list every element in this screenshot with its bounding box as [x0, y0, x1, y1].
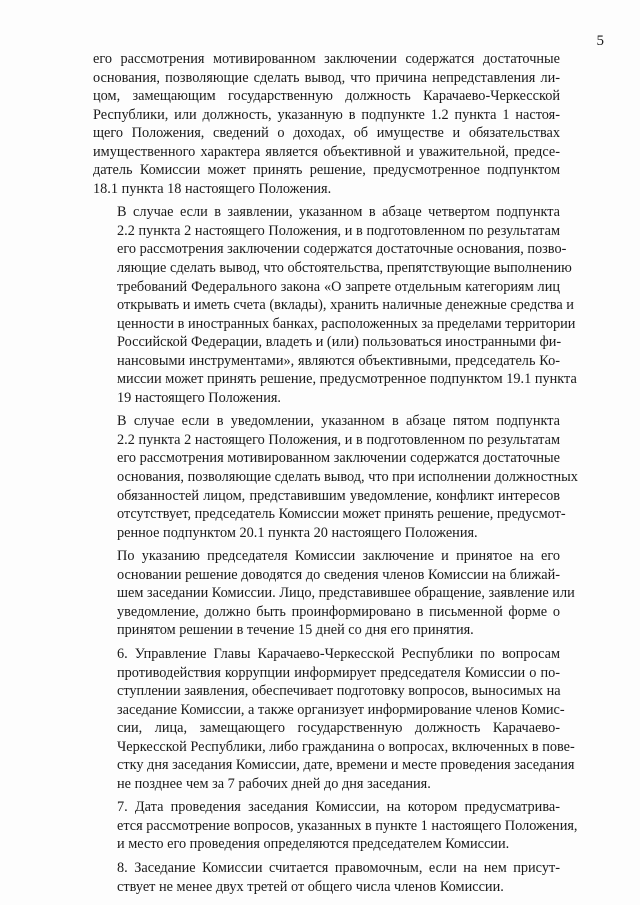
text-line: По указанию председателя Комиссии заключение и принятое на его: [117, 548, 560, 565]
text-line: не позднее чем за 7 рабочих дней до дня заседания.: [117, 775, 431, 792]
text-line: основания, позволяющие сделать вывод, что причина непредставления ли-: [93, 69, 560, 86]
text-line: щего Положения, сведений о доходах, об имуществе и обязательствах: [93, 125, 560, 142]
text-line: требований Федерального закона «О запрете отдельным категориям лиц: [117, 278, 560, 295]
text-line: обязанностей лицом, представившим уведомление, конфликт интересов: [117, 487, 560, 504]
text-line: ляющие сделать вывод, что обстоятельства, препятствующие выполнению: [117, 260, 572, 277]
text-line: его рассмотрения мотивированном заключении содержатся достаточные: [93, 51, 560, 67]
text-line: его рассмотрения заключении содержатся достаточные основания, позво-: [117, 241, 567, 258]
text-line: 7. Дата проведения заседания Комиссии, на котором предусматрива-: [117, 799, 560, 816]
text-line: цом, замещающим государственную должность Карачаево-Черкесской: [93, 88, 560, 105]
text-line: ценности в иностранных банках, расположенных за пределами территории: [117, 315, 576, 332]
text-line: отсутствует, председатель Комиссии может принять решение, предусмот-: [117, 506, 566, 523]
text-line: 2.2 пункта 2 настоящего Положения, и в подготовленном по результатам: [117, 431, 560, 448]
text-line: 19 настоящего Положения.: [117, 389, 282, 406]
text-line: основании решение доводятся до сведения членов Комиссии на ближай-: [117, 566, 560, 583]
paragraph: [93, 412, 578, 542]
text-line: ствует не менее двух третей от общего числа членов Комиссии.: [117, 878, 504, 895]
paragraph: [93, 645, 575, 793]
text-line: ступлении заявления, обеспечивает подготовку вопросов, выносимых на: [117, 683, 561, 700]
text-line: уведомление, должно быть проинформировано в письменной форме о: [117, 603, 560, 620]
paragraph: [93, 798, 578, 854]
text-line: противодействия коррупции информирует председателя Комиссии о по-: [117, 664, 560, 681]
text-line: имущественного характера является объективной и уважительной, предсе-: [93, 143, 560, 160]
paragraph: [93, 547, 575, 640]
text-line: В случае если в заявлении, указанном в абзаце четвертом подпункта: [117, 204, 560, 221]
text-line: его рассмотрения мотивированном заключении содержатся достаточные: [117, 450, 560, 467]
paragraph: [93, 859, 560, 896]
text-line: 18.1 пункта 18 настоящего Положения.: [93, 180, 332, 197]
document-body: [93, 50, 578, 901]
text-line: основания, позволяющие сделать вывод, что при исполнении должностных: [117, 469, 578, 486]
text-line: В случае если в уведомлении, указанном в абзаце пятом подпункта: [117, 413, 560, 430]
text-line: 6. Управление Главы Карачаево-Черкесской Республики по вопросам: [117, 645, 560, 662]
text-line: Республики, или должность, указанную в подпункте 1.2 пункта 1 настоя-: [93, 106, 560, 123]
text-line: 8. Заседание Комиссии считается правомочным, если на нем присут-: [117, 859, 560, 876]
text-line: и место его проведения определяются председателем Комиссии.: [117, 836, 510, 853]
text-line: шем заседании Комиссии. Лицо, представившее обращение, заявление или: [117, 585, 575, 602]
paragraph: [93, 50, 560, 198]
text-line: заседание Комиссии, а также организует информирование членов Комис-: [117, 701, 565, 718]
text-line: миссии может принять решение, предусмотренное подпунктом 19.1 пункта: [117, 371, 577, 388]
text-line: датель Комиссии может принять решение, предусмотренное подпунктом: [93, 162, 560, 179]
page-number: 5: [596, 33, 604, 49]
text-line: ренное подпунктом 20.1 пункта 20 настоящего Положения.: [117, 524, 478, 541]
text-line: нансовыми инструментами», являются объективными, председатель Ко-: [117, 352, 560, 369]
text-line: 2.2 пункта 2 настоящего Положения, и в подготовленном по результатам: [117, 222, 560, 239]
paragraph: [93, 203, 577, 407]
text-line: ется рассмотрение вопросов, указанных в пункте 1 настоящего Положения,: [117, 817, 578, 834]
text-line: стку дня заседания Комиссии, дате, времени и месте проведения заседания: [117, 757, 575, 774]
text-line: сии, лица, замещающего государственную должность Карачаево-: [117, 720, 560, 737]
text-line: Российской Федерации, владеть и (или) пользоваться иностранными фи-: [117, 334, 562, 351]
text-line: Черкесской Республики, либо гражданина о вопросах, включенных в пове-: [117, 738, 575, 755]
text-line: принятом решении в течение 15 дней со дня его принятия.: [117, 622, 474, 639]
text-line: открывать и иметь счета (вклады), хранить наличные денежные средства и: [117, 297, 574, 314]
